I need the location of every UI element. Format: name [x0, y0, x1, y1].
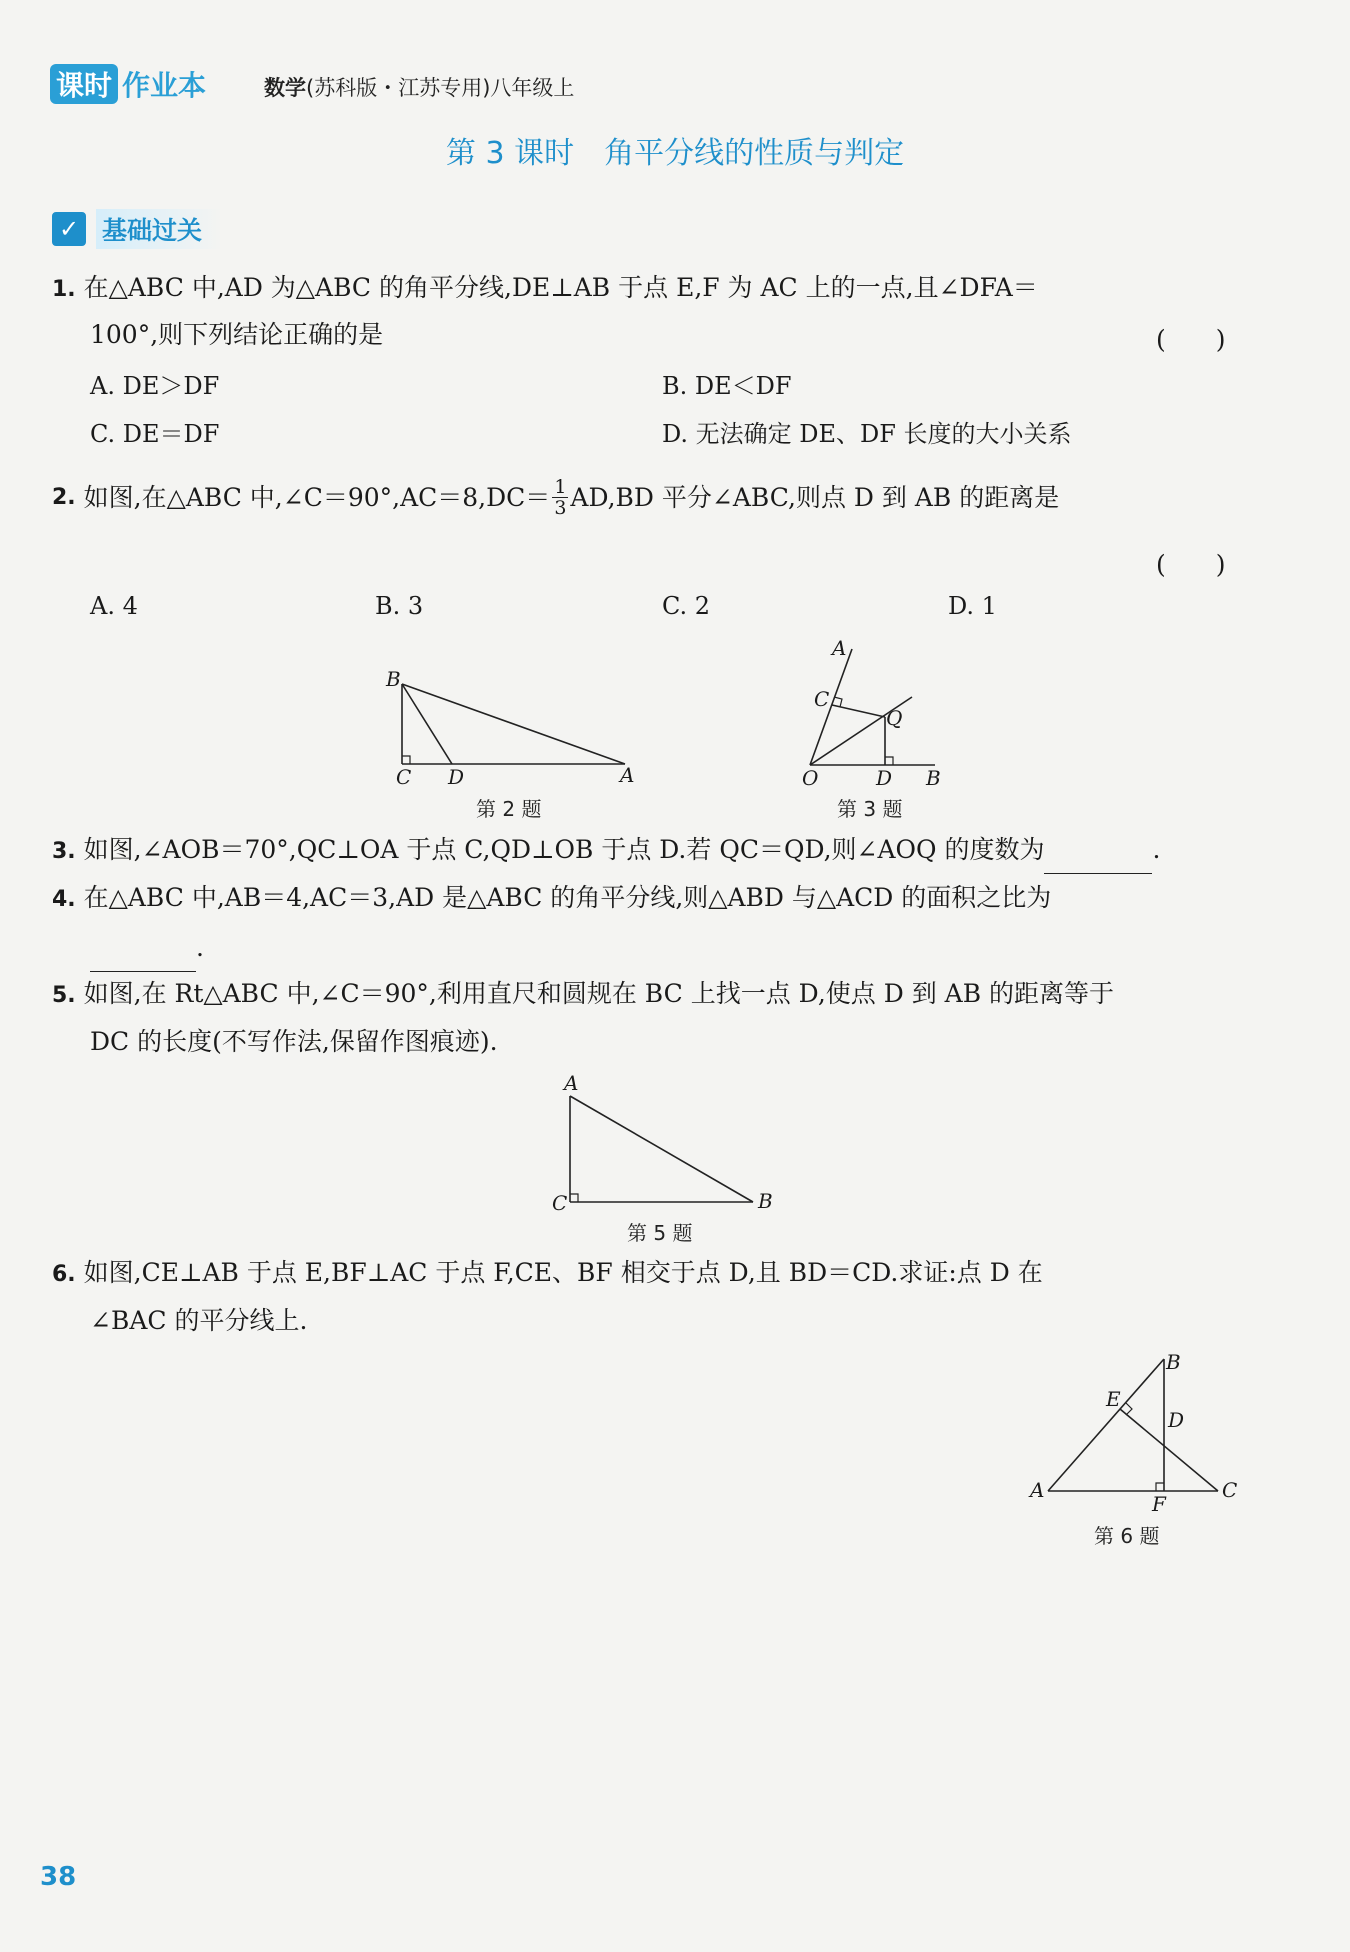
answer-blank[interactable] [1044, 826, 1152, 874]
option-d: D. 1 [948, 592, 997, 620]
point-label-e: E [1106, 1387, 1121, 1411]
point-label-c: C [1222, 1478, 1238, 1502]
brand-logo [50, 64, 206, 104]
question-number: 5. [52, 983, 76, 1008]
book-subtitle [264, 72, 574, 102]
point-label-d: D [448, 765, 465, 789]
point-label-a: A [832, 636, 847, 660]
question-number: 4. [52, 887, 76, 912]
figure-3-diagram [790, 635, 960, 795]
question-2-line [52, 474, 1059, 521]
subject-label: 数学 [264, 76, 306, 100]
question-text: 在△ABC 中,AB＝4,AC＝3,AD 是△ABC 的角平分线,则△ABD 与△ACD 的面积之比为 [83, 883, 1052, 912]
section-heading [52, 209, 222, 249]
figure-2-caption: 第 2 题 [476, 797, 542, 821]
question-text: 如图,在 Rt△ABC 中,∠C＝90°,利用直尺和圆规在 BC 上找一点 D,使点 D 到 AB 的距离等于 [83, 979, 1115, 1008]
point-label-a: A [1030, 1478, 1045, 1502]
question-1-line-2: 100°,则下列结论正确的是 [90, 320, 384, 349]
answer-paren: ( ) [1156, 325, 1226, 354]
page-number: 38 [40, 1862, 77, 1892]
brand-logo-text: 作业本 [122, 69, 207, 102]
point-label-b: B [926, 766, 941, 790]
question-end: . [196, 933, 204, 962]
option-a: A. DE＞DF [90, 372, 220, 400]
edition-label: (苏科版・江苏专用)八年级上 [306, 76, 575, 100]
figure-6-caption: 第 6 题 [1094, 1524, 1160, 1548]
point-label-c: C [396, 765, 412, 789]
answer-blank[interactable] [90, 924, 196, 972]
question-number: 3. [52, 839, 76, 864]
point-label-d: D [1168, 1408, 1185, 1432]
question-text: 如图,∠AOB＝70°,QC⊥OA 于点 C,QD⊥OB 于点 D.若 QC＝QD,则∠AOQ 的度数为 [83, 835, 1045, 864]
figure-6-diagram [1020, 1345, 1260, 1515]
question-text-pre: 如图,在△ABC 中,∠C＝90°,AC＝8,DC＝ [83, 483, 551, 512]
fraction-denominator: 3 [554, 497, 567, 519]
question-6-line-2: ∠BAC 的平分线上. [90, 1306, 308, 1335]
question-4-line-1 [52, 874, 1051, 923]
figure-5-diagram [548, 1070, 788, 1220]
checkbox-icon: ✓ [52, 212, 86, 246]
point-label-c: C [814, 687, 830, 711]
question-text: 如图,CE⊥AB 于点 E,BF⊥AC 于点 F,CE、BF 相交于点 D,且 BD＝CD.求证:点 D 在 [83, 1258, 1043, 1287]
question-1-line-1 [52, 264, 1038, 313]
point-label-f: F [1152, 1492, 1166, 1515]
section-label: 基础过关 [96, 209, 222, 249]
point-label-b: B [386, 667, 401, 691]
question-5-line-2: DC 的长度(不写作法,保留作图痕迹). [90, 1027, 498, 1056]
point-label-d: D [876, 766, 893, 790]
question-3-line [52, 826, 1160, 875]
point-label-a: A [564, 1071, 579, 1095]
lesson-title: 第 3 课时 角平分线的性质与判定 [445, 136, 905, 171]
question-number: 1. [52, 277, 76, 302]
fraction-numerator: 1 [554, 476, 567, 498]
question-4-line-2 [90, 924, 204, 972]
option-c: C. DE＝DF [90, 420, 220, 448]
option-c: C. 2 [662, 592, 711, 620]
figure-2-diagram [380, 660, 650, 790]
figure-3-caption: 第 3 题 [837, 797, 903, 821]
option-b: B. 3 [375, 592, 424, 620]
point-label-b: B [1166, 1350, 1181, 1374]
point-label-o: O [802, 766, 819, 790]
question-5-line-1 [52, 970, 1114, 1019]
question-number: 6. [52, 1262, 76, 1287]
question-text-post: AD,BD 平分∠ABC,则点 D 到 AB 的距离是 [570, 483, 1060, 512]
fraction [552, 477, 568, 518]
brand-logo-mark: 课时 [50, 64, 118, 104]
answer-paren: ( ) [1156, 550, 1226, 579]
question-6-line-1 [52, 1249, 1043, 1298]
figure-5-caption: 第 5 题 [627, 1221, 693, 1245]
question-text: 在△ABC 中,AD 为△ABC 的角平分线,DE⊥AB 于点 E,F 为 AC 上的一点,且∠DFA＝ [83, 273, 1038, 302]
point-label-q: Q [886, 706, 903, 730]
point-label-b: B [758, 1189, 773, 1213]
option-d: D. 无法确定 DE、DF 长度的大小关系 [662, 420, 1072, 448]
option-b: B. DE＜DF [662, 372, 792, 400]
point-label-a: A [620, 763, 635, 787]
point-label-c: C [552, 1191, 568, 1215]
question-number: 2. [52, 485, 76, 510]
option-a: A. 4 [90, 592, 138, 620]
question-end: . [1152, 835, 1161, 864]
